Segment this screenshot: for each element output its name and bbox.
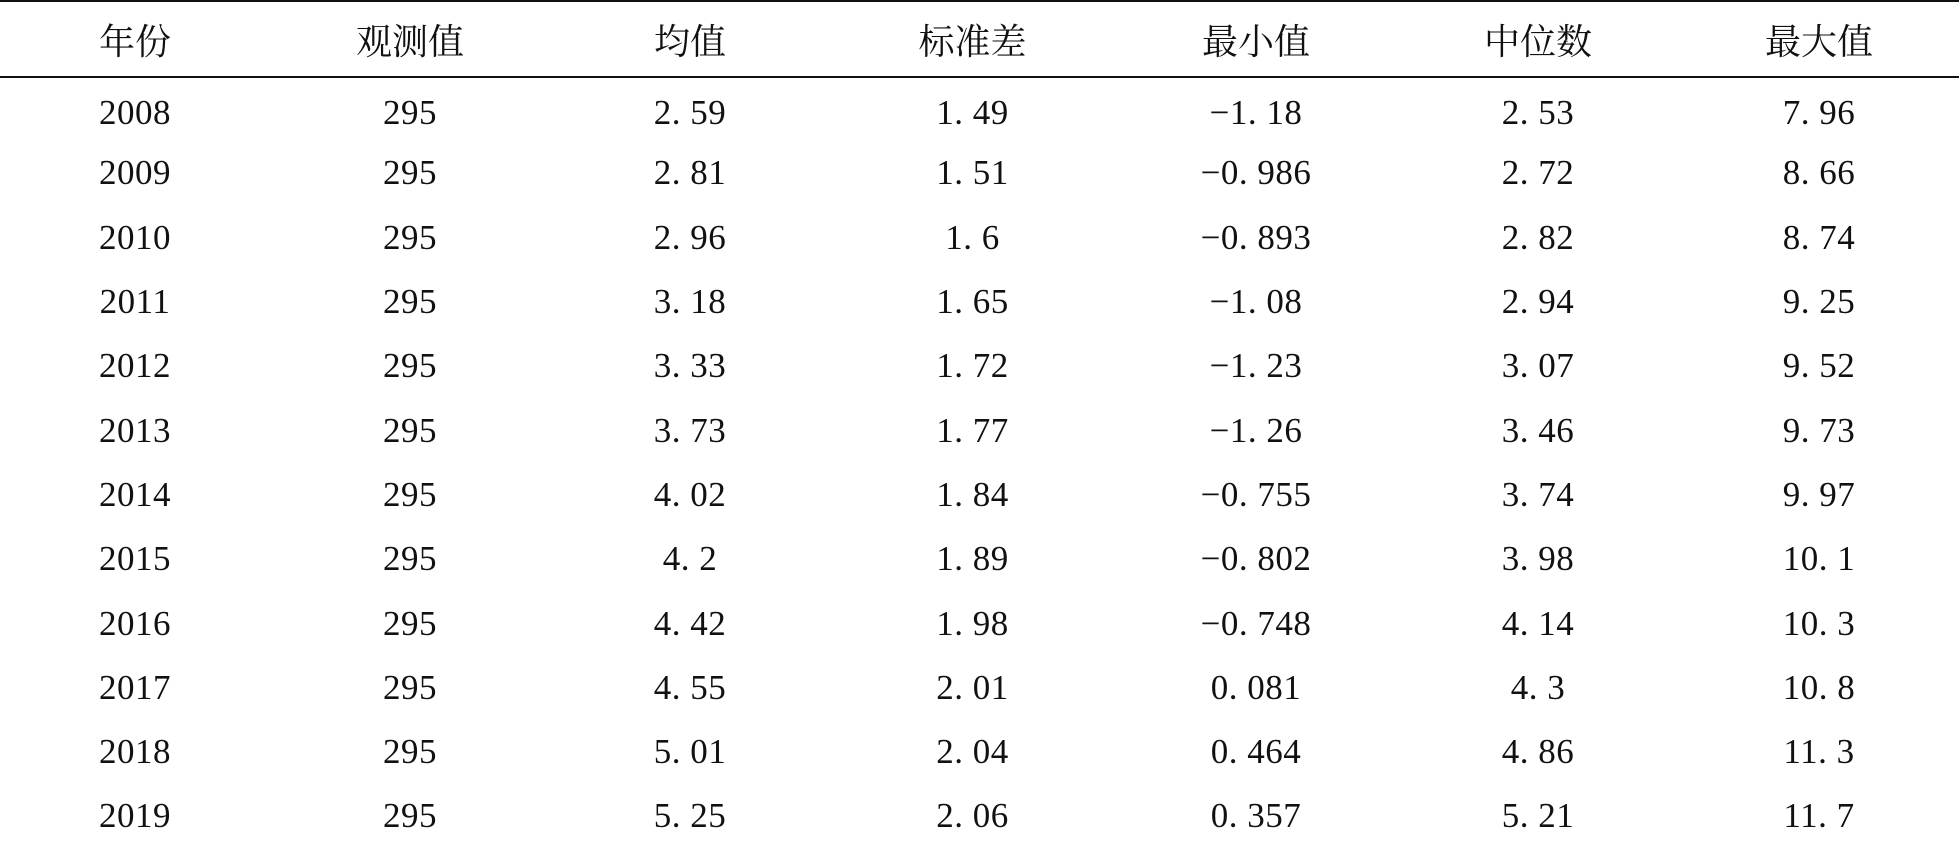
observations-cell: 295 [383, 732, 437, 772]
header-median: 中位数 [1397, 1, 1679, 77]
header-max: 最大值 [1679, 1, 1959, 77]
median-cell: 5. 21 [1501, 796, 1575, 836]
median-cell: 4. 14 [1501, 603, 1575, 643]
std-dev-cell: 1. 72 [936, 346, 1009, 386]
observations-cell: 295 [383, 217, 437, 257]
year-cell: 2015 [99, 539, 171, 579]
max-cell: 9. 52 [1782, 346, 1856, 386]
observations-cell: 295 [383, 667, 437, 707]
std-dev-cell: 1. 51 [936, 153, 1009, 193]
min-cell: −1. 08 [1209, 282, 1303, 322]
year-cell: 2009 [99, 153, 171, 193]
median-cell: 4. 3 [1510, 667, 1566, 707]
observations-cell: 295 [383, 346, 437, 386]
mean-cell: 4. 55 [653, 667, 727, 707]
std-dev-cell: 1. 65 [936, 282, 1009, 322]
observations-cell: 295 [383, 474, 437, 514]
std-dev-cell: 1. 49 [936, 92, 1009, 132]
max-cell: 8. 74 [1782, 217, 1856, 257]
min-cell: 0. 357 [1210, 796, 1302, 836]
year-cell: 2008 [99, 92, 171, 132]
max-cell: 7. 96 [1782, 92, 1856, 132]
median-cell: 3. 46 [1501, 410, 1575, 450]
header-std-dev: 标准差 [830, 1, 1115, 77]
std-dev-cell: 1. 77 [936, 410, 1009, 450]
min-cell: −0. 748 [1200, 603, 1312, 643]
min-cell: −1. 18 [1209, 92, 1303, 132]
min-cell: −0. 755 [1200, 474, 1312, 514]
min-cell: −0. 802 [1200, 539, 1312, 579]
year-cell: 2012 [99, 346, 171, 386]
mean-cell: 4. 02 [653, 474, 727, 514]
median-cell: 3. 07 [1501, 346, 1575, 386]
median-cell: 2. 53 [1501, 92, 1575, 132]
max-cell: 9. 97 [1782, 474, 1856, 514]
observations-cell: 295 [383, 92, 437, 132]
observations-cell: 295 [383, 796, 437, 836]
mean-cell: 5. 25 [653, 796, 727, 836]
max-cell: 11. 3 [1783, 732, 1855, 772]
table-row [0, 463, 1959, 527]
year-cell: 2010 [99, 217, 171, 257]
table-row [0, 656, 1959, 720]
max-cell: 10. 8 [1782, 667, 1856, 707]
observations-cell: 295 [383, 282, 437, 322]
table-row [0, 77, 1959, 141]
year-cell: 2017 [99, 667, 171, 707]
table-body [0, 77, 1959, 849]
min-cell: −1. 26 [1209, 410, 1303, 450]
table-row [0, 720, 1959, 784]
header-year: 年份 [0, 1, 270, 77]
mean-cell: 3. 73 [653, 410, 727, 450]
std-dev-cell: 1. 6 [945, 217, 1000, 257]
median-cell: 3. 74 [1501, 474, 1575, 514]
mean-cell: 2. 96 [653, 217, 727, 257]
year-cell: 2011 [99, 282, 171, 322]
std-dev-cell: 2. 04 [936, 732, 1009, 772]
header-observations: 观测值 [270, 1, 550, 77]
header-row [0, 1, 1959, 77]
mean-cell: 2. 81 [653, 153, 727, 193]
table-row [0, 206, 1959, 270]
median-cell: 2. 94 [1501, 282, 1575, 322]
min-cell: −0. 893 [1200, 217, 1312, 257]
observations-cell: 295 [383, 410, 437, 450]
observations-cell: 295 [383, 539, 437, 579]
std-dev-cell: 1. 84 [936, 474, 1009, 514]
median-cell: 2. 82 [1501, 217, 1575, 257]
max-cell: 9. 73 [1782, 410, 1856, 450]
table-row [0, 334, 1959, 398]
table-row [0, 591, 1959, 655]
max-cell: 10. 1 [1782, 539, 1856, 579]
std-dev-cell: 2. 06 [936, 796, 1009, 836]
max-cell: 11. 7 [1783, 796, 1855, 836]
min-cell: 0. 081 [1210, 667, 1302, 707]
median-cell: 4. 86 [1501, 732, 1575, 772]
median-cell: 3. 98 [1501, 539, 1575, 579]
observations-cell: 295 [383, 603, 437, 643]
year-cell: 2014 [99, 474, 171, 514]
table-row [0, 527, 1959, 591]
table-header [0, 1, 1959, 77]
table-row [0, 141, 1959, 205]
mean-cell: 5. 01 [653, 732, 727, 772]
mean-cell: 3. 18 [653, 282, 727, 322]
min-cell: −0. 986 [1200, 153, 1312, 193]
min-cell: 0. 464 [1210, 732, 1302, 772]
year-cell: 2013 [99, 410, 171, 450]
year-cell: 2018 [99, 732, 171, 772]
table-row [0, 270, 1959, 334]
max-cell: 10. 3 [1782, 603, 1856, 643]
max-cell: 8. 66 [1782, 153, 1856, 193]
mean-cell: 2. 59 [653, 92, 727, 132]
std-dev-cell: 2. 01 [936, 667, 1009, 707]
year-cell: 2016 [99, 603, 171, 643]
table-row [0, 398, 1959, 462]
mean-cell: 4. 2 [662, 539, 718, 579]
year-cell: 2019 [99, 796, 171, 836]
std-dev-cell: 1. 98 [936, 603, 1009, 643]
header-min: 最小值 [1115, 1, 1397, 77]
max-cell: 9. 25 [1782, 282, 1856, 322]
mean-cell: 4. 42 [653, 603, 727, 643]
header-mean: 均值 [550, 1, 830, 77]
min-cell: −1. 23 [1209, 346, 1303, 386]
observations-cell: 295 [383, 153, 437, 193]
std-dev-cell: 1. 89 [936, 539, 1009, 579]
mean-cell: 3. 33 [653, 346, 727, 386]
median-cell: 2. 72 [1501, 153, 1575, 193]
table-row [0, 784, 1959, 848]
